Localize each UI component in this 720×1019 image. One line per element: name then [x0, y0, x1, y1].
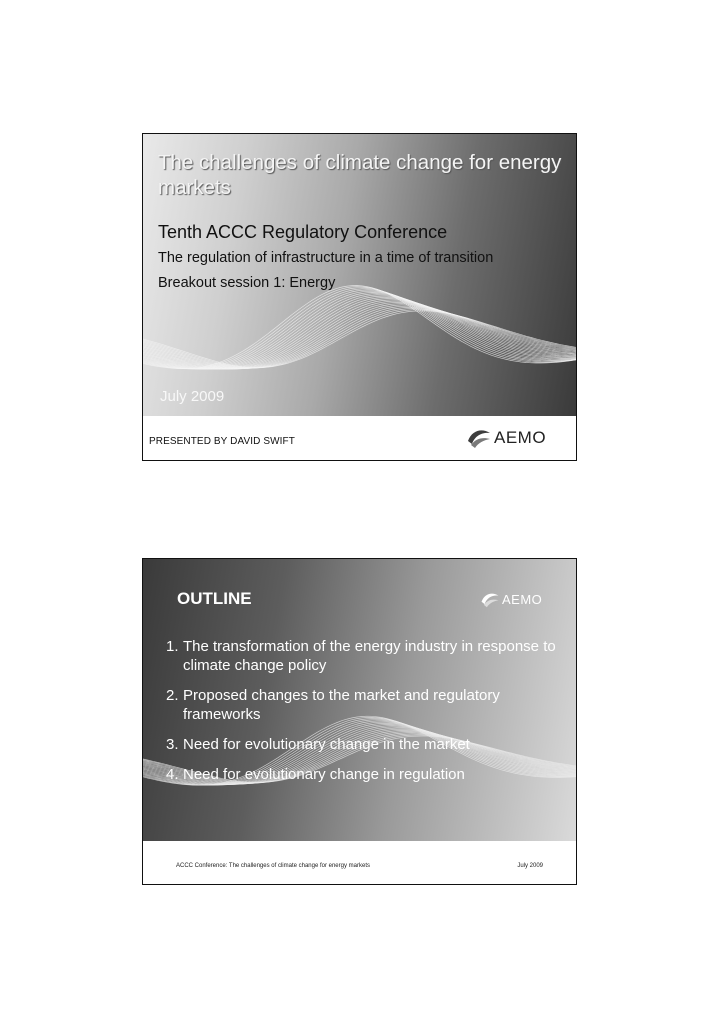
aemo-logo [480, 590, 542, 609]
aemo-logo [466, 426, 546, 450]
wave-graphic [143, 284, 576, 394]
outline-slide [142, 558, 577, 885]
slide-title: The challenges of climate change for energy markets [158, 151, 562, 199]
session-name: Breakout session 1: Energy [158, 275, 336, 291]
item-text: Proposed changes to the market and regulatory frameworks [183, 687, 500, 723]
presenter-credit: PRESENTED BY DAVID SWIFT [149, 436, 295, 447]
list-item [166, 765, 556, 784]
footer-date: July 2009 [517, 863, 543, 869]
item-number: 4. [166, 766, 179, 783]
item-number: 3. [166, 736, 179, 753]
wave-line [143, 287, 576, 369]
footer-caption: ACCC Conference: The challenges of climate change for energy markets [176, 863, 370, 869]
list-item [166, 637, 556, 675]
aemo-logo-mark-icon [480, 590, 500, 609]
outline-heading: OUTLINE [177, 589, 252, 608]
wave-line [143, 295, 576, 369]
list-item [166, 686, 556, 724]
aemo-logo-text: AEMO [502, 592, 543, 607]
outline-list [166, 637, 556, 795]
presentation-date: July 2009 [160, 388, 225, 405]
item-number: 1. [166, 638, 179, 655]
aemo-logo-text: AEMO [494, 428, 547, 447]
title-slide [142, 133, 577, 461]
conference-name: Tenth ACCC Regulatory Conference [158, 222, 448, 242]
item-number: 2. [166, 687, 179, 704]
item-text: The transformation of the energy industry in response to climate change policy [183, 638, 556, 674]
wave-line [143, 289, 576, 369]
conference-subtitle: The regulation of infrastructure in a time of transition [158, 250, 494, 266]
aemo-logo-mark-icon [466, 426, 492, 450]
list-item [166, 735, 556, 754]
item-text: Need for evolutionary change in regulation [183, 766, 465, 783]
item-text: Need for evolutionary change in the market [183, 736, 470, 753]
